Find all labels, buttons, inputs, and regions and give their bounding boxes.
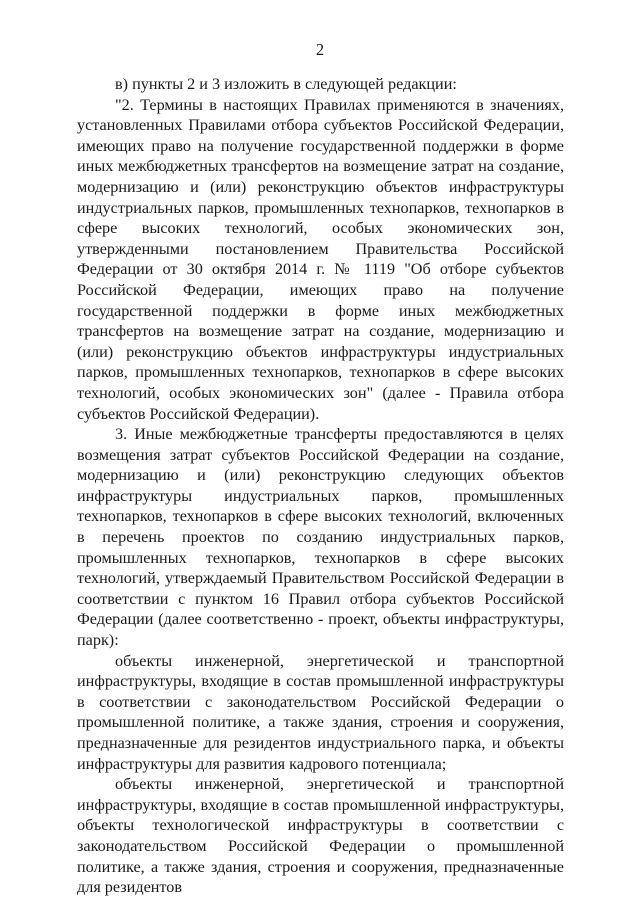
document-body <box>77 74 564 898</box>
page-number: 2 <box>315 40 325 59</box>
paragraph-amendment-intro: в) пункты 2 и 3 изложить в следующей редакции: <box>115 75 457 93</box>
paragraph-infrastructure-objects-2: объекты инженерной, энергетической и транспортной инфраструктуры, входящие в состав промышленной инфраструктуры, объекты технологической инфраструктуры в соответствии с законодательством Российской Федерации о промышленной политике, а также здания, строения и сооружения, предназначенные для резидентов <box>77 775 564 897</box>
paragraph-item-2-terms: "2. Термины в настоящих Правилах применяются в значениях, установленных Правилами отбора субъектов Российской Федерации, имеющих право на получение государственной поддержки в форме иных межбюджетных трансфертов на возмещение затрат на создание, модернизацию и (или) реконструкцию объектов инфраструктуры индустриальных парков, промышленных технопарков, технопарков в сфере высоких технологий, особых экономических зон, утвержденными постановлением Правительства Российской Федерации от 30 октября 2014 г. № 1119 "Об отборе субъектов Российской Федерации, имеющих право на получение государственной поддержки в форме иных межбюджетных трансфертов на возмещение затрат на создание, модернизацию и (или) реконструкцию объектов инфраструктуры индустриальных парков, промышленных технопарков, технопарков в сфере высоких технологий, особых экономических зон" (далее - Правила отбора субъектов Российской Федерации). <box>77 95 564 423</box>
paragraph-item-3-transfers: 3. Иные межбюджетные трансферты предоставляются в целях возмещения затрат субъектов Российской Федерации на создание, модернизацию и (или) реконструкцию следующих объектов инфраструктуры индустриальных парков, промышленных технопарков, технопарков в сфере высоких технологий, включенных в перечень проектов по созданию индустриальных парков, промышленных технопарков, технопарков в сфере высоких технологий, утверждаемый Правительством Российской Федерации в соответствии с пунктом 16 Правил отбора субъектов Российской Федерации (далее соответственно - проект, объекты инфраструктуры, парк): <box>77 425 564 650</box>
paragraph-infrastructure-objects-1: объекты инженерной, энергетической и транспортной инфраструктуры, входящие в состав промышленной инфраструктуры в соответствии с законодательством Российской Федерации о промышленной политике, а также здания, строения и сооружения, предназначенные для резидентов индустриального парка, и объекты инфраструктуры для развития кадрового потенциала; <box>77 651 564 773</box>
